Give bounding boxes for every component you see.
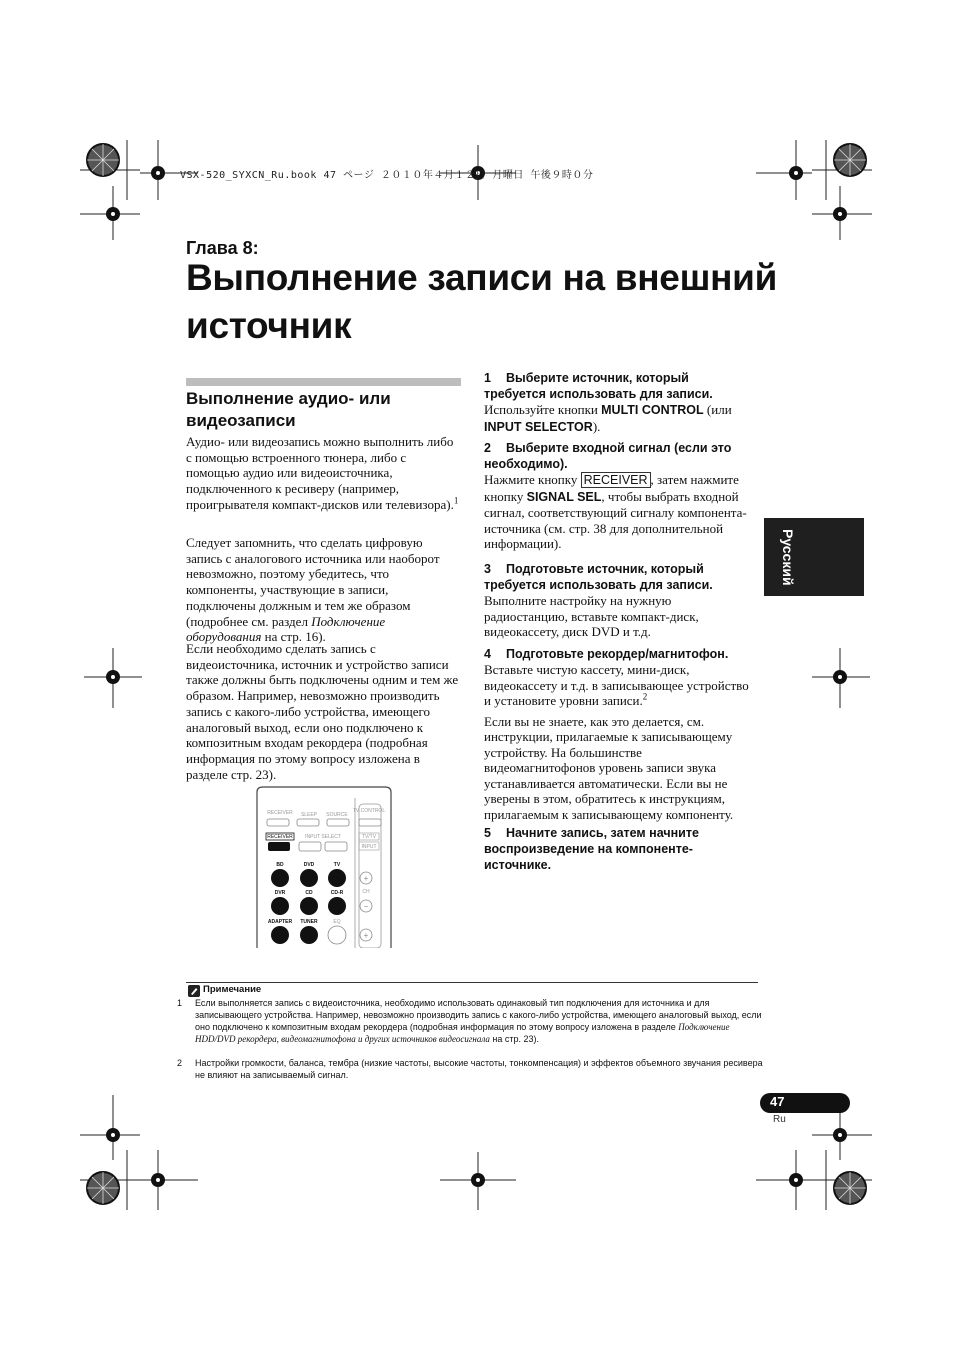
remote-dvd-label: DVD xyxy=(303,862,315,868)
chapter-title: Выполнение записи на внешний источник xyxy=(186,257,778,346)
remote-ch-label: CH xyxy=(362,889,370,895)
step-3 xyxy=(484,561,750,640)
remote-eq-label: EQ xyxy=(333,919,341,925)
multi-control-button-label: MULTI CONTROL xyxy=(601,403,704,417)
step-4 xyxy=(484,646,750,822)
step-4-number: 4 xyxy=(484,647,491,661)
footnote-1-number: 1 xyxy=(177,998,183,1008)
step-3-title xyxy=(484,561,750,593)
step-5-number: 5 xyxy=(484,826,491,840)
remote-label-source: SOURCE xyxy=(326,812,348,818)
intro-paragraph xyxy=(186,434,461,513)
receiver-button-label: RECEIVER xyxy=(581,472,651,488)
step-3-number: 3 xyxy=(484,562,491,576)
step-5-title-text: Начните запись, затем начните воспроизведение на компоненте-источнике. xyxy=(484,826,699,872)
step-1-text-c: ). xyxy=(592,418,601,434)
svg-text:−: − xyxy=(363,902,369,911)
step-3-title-text: Подготовьте источник, который требуется использовать для записи. xyxy=(484,562,713,592)
step-1-body xyxy=(484,402,750,435)
step-4-title-text: Подготовьте рекордер/магнитофон. xyxy=(506,647,729,661)
step-1-title-text: Выберите источник, который требуется использовать для записи. xyxy=(484,371,713,401)
step-1-number: 1 xyxy=(484,371,491,385)
remote-tv-label: TV/TV xyxy=(361,834,377,840)
footnote-1 xyxy=(177,997,770,1045)
step-1-text-b: (или xyxy=(703,402,732,417)
step-2 xyxy=(484,440,750,552)
step-3-body: Выполните настройку на нужную радиостанцию, вставьте компакт-диск, видеокассету, диск DVD и т.д. xyxy=(484,593,699,639)
footnote-2 xyxy=(177,1057,770,1081)
step-2-number: 2 xyxy=(484,441,491,455)
remote-input-select-label: INPUT SELECT xyxy=(305,834,341,840)
language-tab-label: Русский xyxy=(780,528,796,586)
notes-title: Примечание xyxy=(203,984,262,995)
footnote-ref-2: 2 xyxy=(642,691,648,702)
step-2-text-c: , чтобы выбрать входной сигнал, соответствующий сигналу компонента-источника (см. стр. 38 для дополнительной информации). xyxy=(484,488,747,551)
step-4-body xyxy=(484,662,750,709)
step-2-title xyxy=(484,440,750,472)
remote-tv-key-label: TV xyxy=(333,862,341,868)
step-2-body xyxy=(484,472,750,552)
section-heading: Выполнение аудио- или видеозаписи xyxy=(186,389,391,430)
step-2-title-text: Выберите входной сигнал (если это необходимо). xyxy=(484,441,732,471)
remote-cdr-label: CD-R xyxy=(330,890,344,896)
signal-sel-button-label: SIGNAL SEL xyxy=(526,489,602,504)
remote-control-illustration xyxy=(255,786,393,948)
step-4-text: Вставьте чистую кассету, мини-диск, видеокассету и т.д. в записывающее устройство и установите уровни записи. xyxy=(484,662,749,708)
remote-label-sleep: SLEEP xyxy=(300,812,318,818)
step-2-text-b: , затем нажмите кнопку xyxy=(484,472,739,504)
step-5 xyxy=(484,825,750,873)
print-header: VSX-520_SYXCN_Ru.book 47 ページ ２０１０年４月１２日 月曜日 午後９時０分 xyxy=(180,170,594,181)
footnote-1-text-end: на стр. 23). xyxy=(489,1034,540,1044)
step-4-body-2: Если вы не знаете, как это делается, см. инструкции, прилагаемые к записывающему устройству. На большинстве видеомагнитофонов уровень записи звука устанавливается автоматически. Если вы не уверены в этом, обратитесь к инструкциям, прилагаемым к записывающему компоненту. xyxy=(484,713,734,822)
footnote-1-text: Если выполняется запись с видеоисточника, необходимо использовать одинаковый тип подключения для источника и для записывающего устройства. Например, невозможно производить запись с какого-либо устройства, имеющего аналоговый выход, если оно подключено к композитным входам рекордера (подробная информация по этому вопросу изложена в разделе xyxy=(195,998,762,1032)
chapter-label: Глава 8: xyxy=(186,238,259,258)
connection-reference: Подключение оборудования xyxy=(186,613,386,645)
step-2-text-a: Нажмите кнопку xyxy=(484,472,581,487)
intro-text: Аудио- или видеозапись можно выполнить либо с помощью встроенного тюнера, либо с помощью аудио или видеоисточника, подключенного к ресиверу (например, проигрывателя компакт-дисков или телевизора). xyxy=(186,434,454,512)
note-icon xyxy=(188,985,200,997)
notes-divider xyxy=(186,982,758,983)
remember-text-end: на стр. 16). xyxy=(261,629,326,645)
step-1-text-a: Используйте кнопки xyxy=(484,402,602,417)
remote-dvr-label: DVR xyxy=(274,890,286,896)
remote-adapter-label: ADAPTER xyxy=(267,919,293,925)
remote-label-receiver: RECEIVER xyxy=(267,810,293,816)
remote-cd-label: CD xyxy=(305,890,313,896)
remote-tuner-label: TUNER xyxy=(300,919,318,925)
section-bar xyxy=(186,378,461,386)
page-language-code: Ru xyxy=(773,1114,786,1125)
step-1 xyxy=(484,370,750,435)
remember-text: Следует запомнить, что сделать цифровую запись с аналогового источника или наоборот невозможно, поэтому убедитесь, что компоненты, участвующие в записи, подключены должным и тем же образом (подробнее см. раздел xyxy=(186,535,440,629)
svg-text:+: + xyxy=(363,931,369,940)
footnote-2-text: Настройки громкости, баланса, тембра (низкие частоты, высокие частоты, тонкомпенсация) и эффектов объемного звучания ресивера не влияют на записываемый сигнал. xyxy=(195,1058,763,1080)
step-5-title xyxy=(484,825,750,873)
page-number-pill xyxy=(760,1093,850,1113)
remote-label-tv-control: TV CONTROL xyxy=(352,808,386,814)
remember-paragraph xyxy=(186,535,461,645)
remote-bd-label: BD xyxy=(276,862,284,868)
footnote-ref-1: 1 xyxy=(453,495,459,506)
language-side-tab xyxy=(764,518,864,596)
remote-input-label: INPUT xyxy=(361,844,377,850)
footnote-2-number: 2 xyxy=(177,1058,183,1068)
remote-receiver-key-label: RECEIVER xyxy=(267,834,293,840)
step-4-title xyxy=(484,646,750,662)
svg-text:+: + xyxy=(363,874,369,883)
footnote-1-reference: Подключение HDD/DVD рекордера, видеомагнитофона и других источников видеосигнала xyxy=(195,1022,730,1044)
step-1-title xyxy=(484,370,750,402)
video-paragraph: Если необходимо сделать запись с видеоисточника, источник и устройство записи также должны быть подключены одним и тем же образом. Например, невозможно производить запись с какого-либо устройства, имеющего аналоговый выход, если оно подключено к композитным входам рекордера (подробная информация по этому вопросу изложена в разделе стр. 23). xyxy=(186,641,459,782)
page-number: 47 xyxy=(770,1094,785,1109)
input-selector-button-label: INPUT SELECTOR xyxy=(484,419,593,434)
